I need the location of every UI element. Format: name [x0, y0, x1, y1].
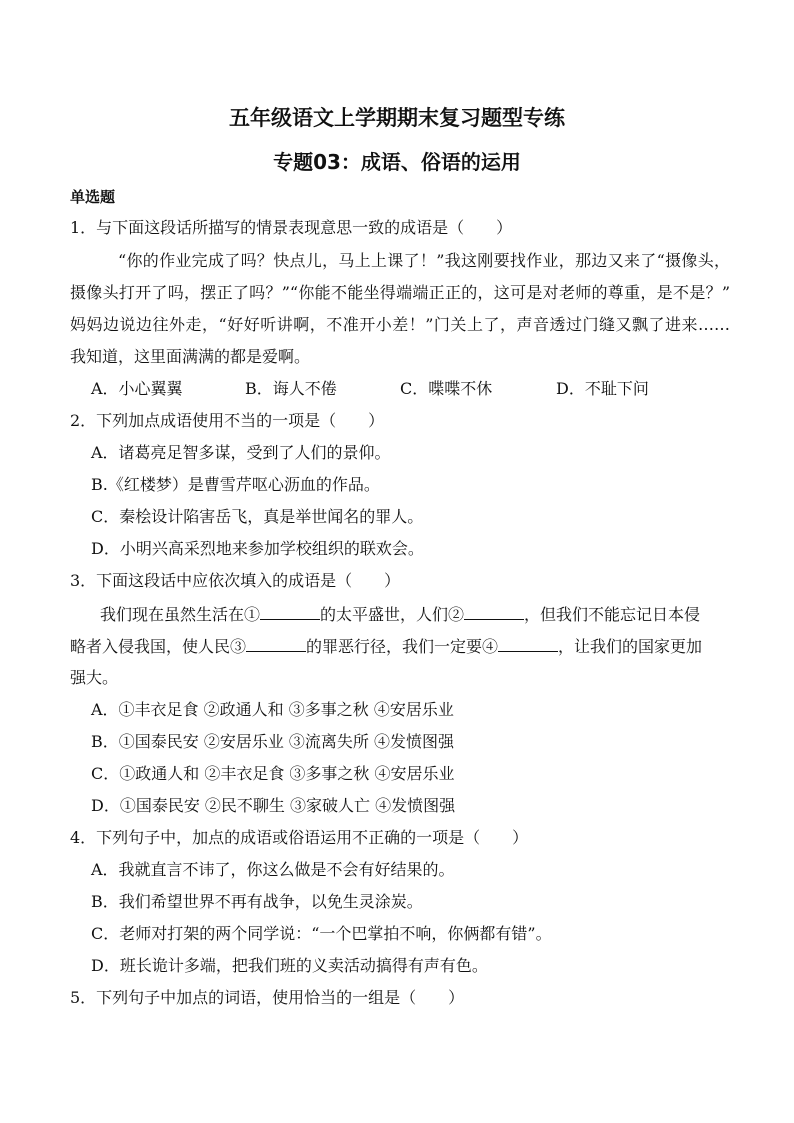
question-4-option-b: B．我们希望世界不再有战争，以免生灵涂炭。 — [91, 892, 423, 911]
question-3-option-b: B．①国泰民安 ②安居乐业 ③流离失所 ④发愤图强 — [91, 732, 455, 751]
question-4-option-c: C．老师对打架的两个同学说：“一个巴掌拍不响，你俩都有错”。 — [91, 924, 552, 943]
question-2-option-a: A．诸葛亮足智多谋，受到了人们的景仰。 — [91, 443, 391, 462]
question-2-stem: 2．下列加点成语使用不当的一项是（ ） — [70, 411, 385, 430]
question-3-passage-line-3: 强大。 — [70, 668, 119, 687]
page-title: 五年级语文上学期期末复习题型专练 — [229, 106, 565, 130]
question-3-stem: 3．下面这段话中应依次填入的成语是（ ） — [70, 571, 401, 590]
question-1-option-d: D．不耻下问 — [556, 379, 649, 398]
question-1-stem: 1．与下面这段话所描写的情景表现意思一致的成语是（ ） — [70, 218, 513, 237]
question-1-option-b: B．诲人不倦 — [245, 379, 337, 398]
question-3-text-1a: 我们现在虽然生活在① — [100, 605, 261, 624]
question-1-passage-line-1: “你的作业完成了吗？快点儿，马上上课了！”我这刚要找作业，那边又来了“摄像头， — [118, 251, 730, 270]
question-3-text-1b: 的太平盛世，人们② — [320, 605, 465, 624]
question-1-passage-line-2: 摄像头打开了吗，摆正了吗？”“你能不能坐得端端正正的，这可是对老师的尊重，是不是？” — [70, 283, 730, 302]
question-3-text-2a: 略者入侵我国，使人民③ — [70, 637, 247, 656]
question-3-passage-line-1 — [100, 604, 700, 625]
question-3-option-c: C．①政通人和 ②丰衣足食 ③多事之秋 ④安居乐业 — [91, 764, 455, 783]
question-1-passage-line-4: 我知道，这里面满满的都是爱啊。 — [70, 347, 311, 366]
question-5-stem: 5．下列句子中加点的词语，使用恰当的一组是（ ） — [70, 988, 465, 1007]
question-1-passage-line-3: 妈妈边说边往外走，“好好听讲啊，不准开小差！”门关上了，声音透过门缝又飘了进来…… — [70, 315, 730, 334]
fill-blank-1 — [260, 604, 320, 620]
question-2-option-d: D．小明兴高采烈地来参加学校组织的联欢会。 — [91, 539, 424, 558]
fill-blank-3 — [246, 636, 306, 652]
question-3-text-1c: ，但我们不能忘记日本侵 — [524, 605, 701, 624]
question-3-option-a: A．①丰衣足食 ②政通人和 ③多事之秋 ④安居乐业 — [91, 700, 454, 719]
question-3-text-2c: ，让我们的国家更加 — [558, 637, 703, 656]
fill-blank-2 — [464, 604, 524, 620]
question-4-option-d: D．班长诡计多端，把我们班的义卖活动搞得有声有色。 — [91, 956, 488, 975]
question-3-passage-line-2 — [70, 636, 702, 657]
question-3-text-2b: 的罪恶行径，我们一定要④ — [306, 637, 499, 656]
question-2-option-c: C．秦桧设计陷害岳飞，真是举世闻名的罪人。 — [91, 507, 424, 526]
question-1-option-c: C．喋喋不休 — [400, 379, 493, 398]
section-heading: 单选题 — [70, 188, 116, 206]
question-1-option-a: A．小心翼翼 — [91, 379, 183, 398]
question-2-option-b: B.《红楼梦）是曹雪芹呕心沥血的作品。 — [91, 475, 380, 494]
question-4-option-a: A．我就直言不讳了，你这么做是不会有好结果的。 — [91, 860, 455, 879]
fill-blank-4 — [498, 636, 558, 652]
page-subtitle: 专题03：成语、俗语的运用 — [273, 150, 521, 174]
question-3-option-d: D．①国泰民安 ②民不聊生 ③家破人亡 ④发愤图强 — [91, 796, 456, 815]
question-4-stem: 4．下列句子中，加点的成语或俗语运用不正确的一项是（ ） — [70, 828, 529, 847]
